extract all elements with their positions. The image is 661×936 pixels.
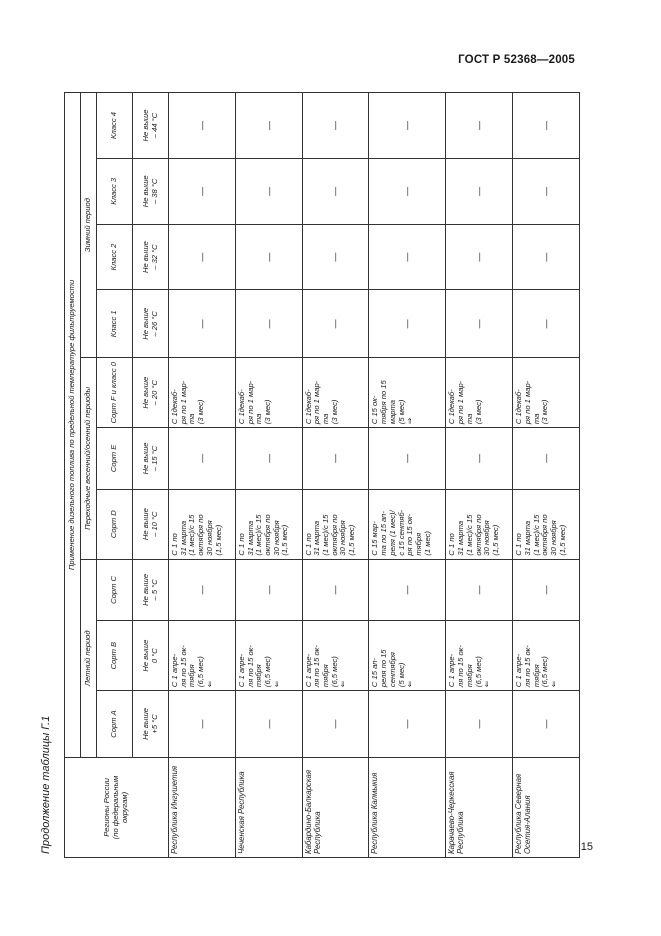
winter-period-header: Зимний период xyxy=(81,93,97,358)
empty-dash-cell: — xyxy=(513,158,580,224)
grade-temperature: Не выше – 38 °С xyxy=(133,158,169,224)
empty-dash-cell: — xyxy=(302,290,369,358)
empty-dash-cell: — xyxy=(446,691,513,758)
region-header: Регионы России (по федеральным округам) xyxy=(65,757,169,857)
region-name: Республика Калмыкия xyxy=(369,757,446,857)
empty-dash-cell: — xyxy=(513,224,580,290)
empty-dash-cell: — xyxy=(235,224,302,290)
empty-dash-cell: — xyxy=(446,559,513,621)
grade-header: Класс 3 xyxy=(97,158,133,224)
region-name: Чеченская Республика xyxy=(235,757,302,857)
empty-dash-cell: — xyxy=(513,559,580,621)
grade-temperature: Не выше – 5 °С xyxy=(133,559,169,621)
grade-header: Класс 4 xyxy=(97,93,133,159)
period-cell: С 1 по 31 марта (1 мес)/с 15 октября по 30 ноября (1,5 мес) xyxy=(302,489,369,559)
region-name: Республика Ингушетия xyxy=(169,757,236,857)
grade-header: Сорт F и класс 0 xyxy=(97,358,133,428)
period-cell: С 1 по 31 марта (1 мес)/с 15 октября по 30 ноября (1,5 мес) xyxy=(169,489,236,559)
grade-temperature: Не выше – 20 °С xyxy=(133,358,169,428)
empty-dash-cell: — xyxy=(302,691,369,758)
grade-temperature: Не выше – 26 °С xyxy=(133,290,169,358)
rotated-table-wrapper xyxy=(64,92,580,858)
empty-dash-cell: — xyxy=(369,428,446,490)
empty-dash-cell: — xyxy=(235,428,302,490)
region-name: Кабардино-Балкарская Республика xyxy=(302,757,369,857)
table-row xyxy=(369,93,446,858)
grade-header: Сорт С xyxy=(97,559,133,621)
grade-header: Класс 2 xyxy=(97,224,133,290)
region-name: Карачаево-Черкесская Республика xyxy=(446,757,513,857)
empty-dash-cell: — xyxy=(369,93,446,159)
empty-dash-cell: — xyxy=(446,158,513,224)
period-cell: С 1 апре- ля по 15 ок- тября (6,5 мес) ⇐ xyxy=(302,621,369,691)
table-row xyxy=(235,93,302,858)
empty-dash-cell: — xyxy=(369,559,446,621)
period-cell: С 1 по 31 марта (1 мес)/с 15 октября по 30 ноября (1,5 мес) xyxy=(513,489,580,559)
table-frame xyxy=(64,92,580,858)
main-header: Применение дизельного топлива по предельной температуре фильтруемости xyxy=(65,93,81,758)
empty-dash-cell: — xyxy=(369,290,446,358)
empty-dash-cell: — xyxy=(513,691,580,758)
empty-dash-cell: — xyxy=(169,224,236,290)
table-row xyxy=(446,93,513,858)
empty-dash-cell: — xyxy=(235,158,302,224)
grade-temperature: Не выше – 10 °С xyxy=(133,489,169,559)
empty-dash-cell: — xyxy=(446,224,513,290)
grade-temperature: Не выше – 32 °С xyxy=(133,224,169,290)
empty-dash-cell: — xyxy=(302,428,369,490)
period-cell: С 1 апре- ля по 15 ок- тября (6,5 мес) ⇐ xyxy=(169,621,236,691)
period-cell: С 1 апре- ля по 15 ок- тября (6,5 мес) ⇐ xyxy=(513,621,580,691)
empty-dash-cell: — xyxy=(169,428,236,490)
period-cell: С 1декаб- ря по 1 мар- та (3 мес) xyxy=(235,358,302,428)
empty-dash-cell: — xyxy=(235,290,302,358)
period-cell: С 15 мар- та по 15 ап- реля (1 мес)/ с 15 сентяб- ря по 15 ок- тября (1 мес) xyxy=(369,489,446,559)
empty-dash-cell: — xyxy=(302,93,369,159)
grade-header: Класс 1 xyxy=(97,290,133,358)
grade-temperature: Не выше – 15 °С xyxy=(133,428,169,490)
table-row xyxy=(169,93,236,858)
summer-period-header: Летний период xyxy=(81,559,97,757)
empty-dash-cell: — xyxy=(302,158,369,224)
grade-header: Сорт Е xyxy=(97,428,133,490)
page-number: 15 xyxy=(580,841,593,853)
empty-dash-cell: — xyxy=(235,691,302,758)
transitional-period-header: Переходные весенний/осенний периоды xyxy=(81,358,97,559)
empty-dash-cell: — xyxy=(369,224,446,290)
grade-temperature: Не выше – 44 °С xyxy=(133,93,169,159)
period-cell: С 1декаб- ря по 1 мар- та (3 мес) xyxy=(513,358,580,428)
table-row xyxy=(302,93,369,858)
grade-header: Сорт А xyxy=(97,691,133,758)
empty-dash-cell: — xyxy=(369,691,446,758)
empty-dash-cell: — xyxy=(446,290,513,358)
fuel-application-table xyxy=(64,92,580,858)
empty-dash-cell: — xyxy=(169,691,236,758)
period-cell: С 1 апре- ля по 15 ок- тября (6,5 мес) ⇐ xyxy=(446,621,513,691)
period-cell: С 1декаб- ря по 1 мар- та (3 мес) xyxy=(169,358,236,428)
empty-dash-cell: — xyxy=(235,93,302,159)
period-cell: С 1 по 31 марта (1 мес)/с 15 октября по 30 ноября (1,5 мес) xyxy=(446,489,513,559)
empty-dash-cell: — xyxy=(302,559,369,621)
period-cell: С 15 ок- тября по 15 марта (5 мес) ⇒ xyxy=(369,358,446,428)
period-cell: С 1 апре- ля по 15 ок- тября (6,5 мес) ⇐ xyxy=(235,621,302,691)
grade-header: Сорт D xyxy=(97,489,133,559)
region-name: Республика Северная Осетия-Алания xyxy=(513,757,580,857)
grade-temperature: Не выше 0 °С xyxy=(133,621,169,691)
empty-dash-cell: — xyxy=(169,559,236,621)
empty-dash-cell: — xyxy=(513,290,580,358)
grade-temperature: Не выше +5 °С xyxy=(133,691,169,758)
table-caption: Продолжение таблицы Г.1 xyxy=(40,715,52,854)
period-cell: С 15 ап- реля по 15 сентября (5 мес) ⇐ xyxy=(369,621,446,691)
period-cell: С 1декаб- ря по 1 мар- та (3 мес) xyxy=(446,358,513,428)
empty-dash-cell: — xyxy=(513,93,580,159)
empty-dash-cell: — xyxy=(169,93,236,159)
empty-dash-cell: — xyxy=(446,93,513,159)
empty-dash-cell: — xyxy=(235,559,302,621)
empty-dash-cell: — xyxy=(302,224,369,290)
period-cell: С 1декаб- ря по 1 мар- та (3 мес) xyxy=(302,358,369,428)
empty-dash-cell: — xyxy=(513,428,580,490)
caption-container xyxy=(38,94,58,854)
table-row xyxy=(513,93,580,858)
empty-dash-cell: — xyxy=(169,158,236,224)
grade-header: Сорт В xyxy=(97,621,133,691)
empty-dash-cell: — xyxy=(446,428,513,490)
period-cell: С 1 по 31 марта (1 мес)/с 15 октября по 30 ноября (1,5 мес) xyxy=(235,489,302,559)
empty-dash-cell: — xyxy=(369,158,446,224)
standard-code: ГОСТ Р 52368—2005 xyxy=(458,54,575,66)
empty-dash-cell: — xyxy=(169,290,236,358)
